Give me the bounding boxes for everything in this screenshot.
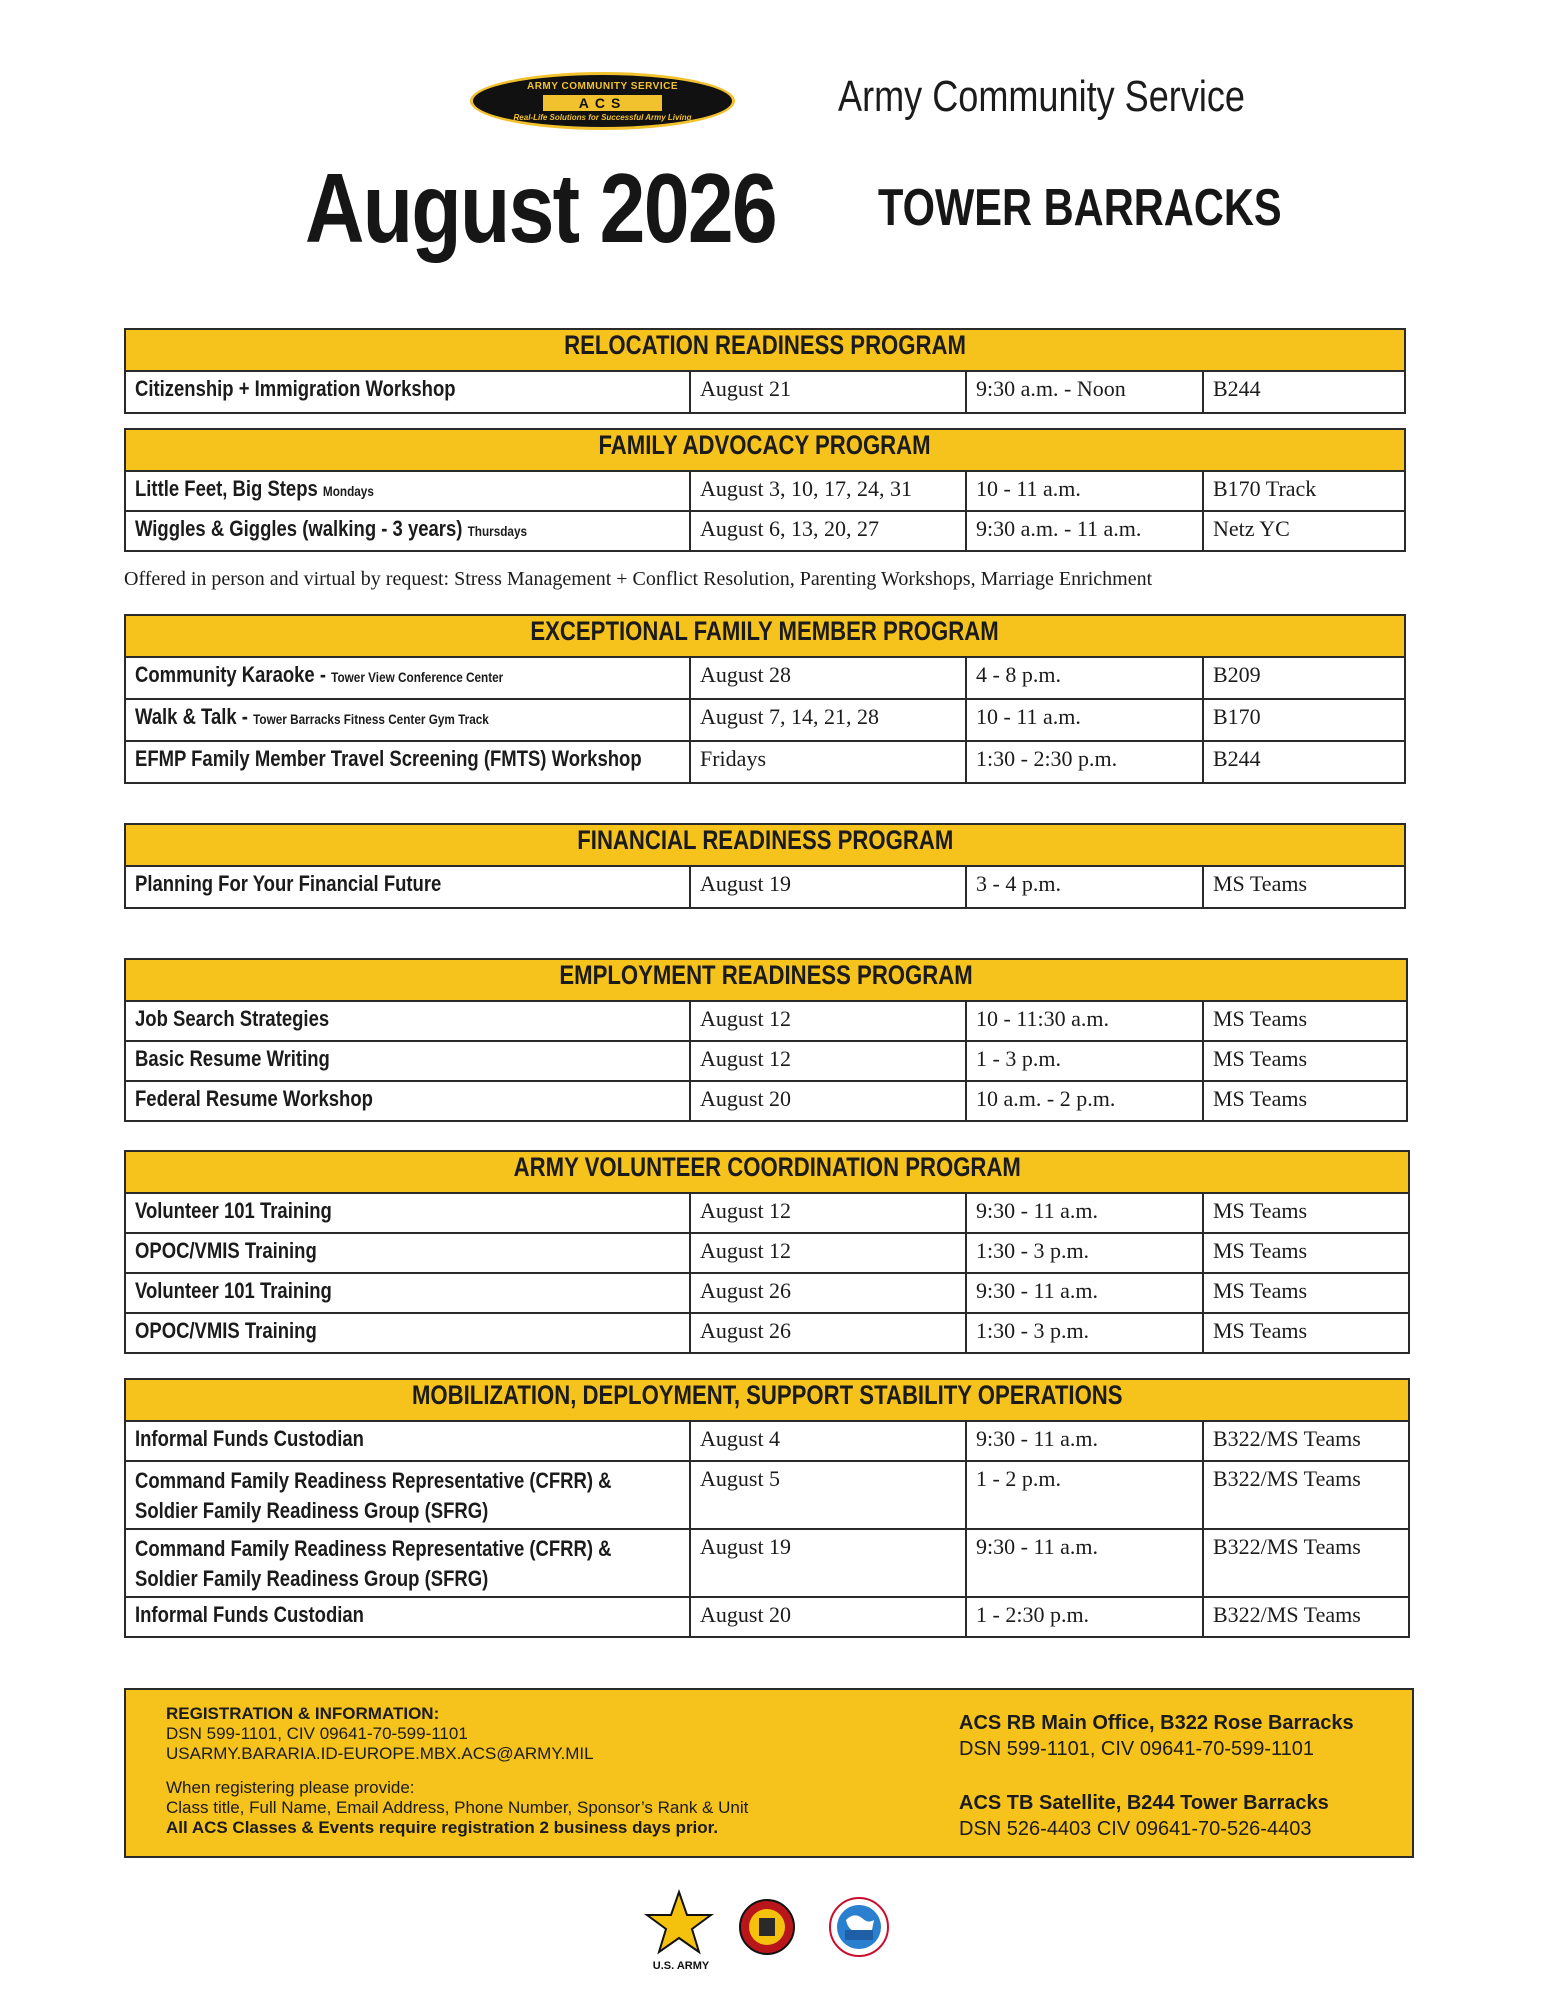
program-table	[124, 328, 1406, 414]
program-title	[126, 825, 1404, 867]
class-location: MS Teams	[1202, 1194, 1408, 1232]
class-time: 10 a.m. - 2 p.m.	[965, 1082, 1202, 1120]
class-location: MS Teams	[1202, 1234, 1408, 1272]
program-table	[124, 614, 1406, 784]
class-date: August 12	[689, 1234, 965, 1272]
class-time: 9:30 - 11 a.m.	[965, 1530, 1202, 1596]
class-location: MS Teams	[1202, 1042, 1406, 1080]
class-title-cell	[126, 742, 689, 782]
class-time: 1:30 - 3 p.m.	[965, 1234, 1202, 1272]
class-time: 9:30 - 11 a.m.	[965, 1422, 1202, 1460]
program-title	[126, 960, 1406, 1002]
class-title-cell	[126, 512, 689, 550]
class-time: 9:30 a.m. - 11 a.m.	[965, 512, 1202, 550]
class-date: August 12	[689, 1002, 965, 1040]
class-date: August 21	[689, 372, 965, 412]
class-date: August 6, 13, 20, 27	[689, 512, 965, 550]
sponsor-logos	[640, 1888, 910, 2000]
class-date: August 3, 10, 17, 24, 31	[689, 472, 965, 510]
class-location: B209	[1202, 658, 1404, 698]
class-title-cell	[126, 1002, 689, 1040]
program-title-text: RELOCATION READINESS PROGRAM	[564, 330, 966, 360]
program-title-text: FINANCIAL READINESS PROGRAM	[577, 825, 953, 855]
registration-phone: DSN 599-1101, CIV 09641-70-599-1101	[166, 1724, 468, 1743]
class-location: Netz YC	[1202, 512, 1404, 550]
class-title-cell	[126, 700, 689, 740]
table-row	[126, 698, 1404, 740]
class-subtitle: Thursdays	[467, 523, 528, 539]
page-header	[0, 0, 1545, 300]
class-location: MS Teams	[1202, 1314, 1408, 1352]
class-subtitle: Tower Barracks Fitness Center Gym Track	[253, 711, 489, 727]
class-subtitle: Mondays	[322, 483, 374, 499]
class-title: Little Feet, Big Steps	[135, 476, 318, 501]
class-title: Command Family Readiness Representative (CFRR) & Soldier Family Readiness Group (SFRG)	[135, 1536, 612, 1591]
class-title: Volunteer 101 Training	[135, 1198, 332, 1223]
us-army-star-icon	[644, 1888, 714, 1958]
class-time: 10 - 11 a.m.	[965, 700, 1202, 740]
class-title-cell	[126, 1462, 689, 1528]
registration-info	[166, 1704, 748, 1838]
table-row	[126, 1422, 1408, 1460]
program-table	[124, 1378, 1410, 1638]
main-office-phone: DSN 599-1101, CIV 09641-70-599-1101	[959, 1738, 1315, 1760]
class-date: August 20	[689, 1082, 965, 1120]
class-title: Community Karaoke -	[135, 662, 327, 687]
satellite-office-phone: DSN 526-4403 CIV 09641-70-526-4403	[959, 1818, 1312, 1840]
class-time: 9:30 - 11 a.m.	[965, 1274, 1202, 1312]
main-office-title: ACS RB Main Office, B322 Rose Barracks	[959, 1712, 1354, 1734]
table-row	[126, 1460, 1408, 1528]
class-title: Informal Funds Custodian	[135, 1602, 364, 1627]
class-subtitle: Tower View Conference Center	[331, 669, 504, 685]
class-date: August 19	[689, 867, 965, 907]
family-advocacy-note: Offered in person and virtual by request: Stress Management + Conflict Resolution, Parenting Workshops, Marriage Enrichment	[124, 568, 1153, 590]
table-row	[126, 867, 1404, 907]
class-time: 1:30 - 2:30 p.m.	[965, 742, 1202, 782]
class-location: B322/MS Teams	[1202, 1530, 1408, 1596]
class-location: B170 Track	[1202, 472, 1404, 510]
program-title-text: MOBILIZATION, DEPLOYMENT, SUPPORT STABILITY OPERATIONS	[411, 1380, 1123, 1410]
table-row	[126, 1002, 1406, 1040]
class-time: 3 - 4 p.m.	[965, 867, 1202, 907]
class-time: 10 - 11 a.m.	[965, 472, 1202, 510]
table-row	[126, 1312, 1408, 1352]
class-title-cell	[126, 1082, 689, 1120]
class-title-cell	[126, 372, 689, 412]
registration-heading: REGISTRATION & INFORMATION:	[166, 1704, 440, 1723]
program-title	[126, 330, 1404, 372]
month-title: August 2026	[305, 153, 777, 263]
table-row	[126, 510, 1404, 550]
class-date: August 20	[689, 1598, 965, 1636]
class-location: B244	[1202, 742, 1404, 782]
class-time: 10 - 11:30 a.m.	[965, 1002, 1202, 1040]
class-title-cell	[126, 1530, 689, 1596]
table-row	[126, 1232, 1408, 1272]
us-army-label: U.S. ARMY	[652, 1960, 710, 1972]
class-date: August 26	[689, 1314, 965, 1352]
class-location: B244	[1202, 372, 1404, 412]
program-title-text: FAMILY ADVOCACY PROGRAM	[598, 430, 932, 460]
class-location: MS Teams	[1202, 1274, 1408, 1312]
registration-requirement: All ACS Classes & Events require registration 2 business days prior.	[166, 1818, 719, 1837]
office-info	[959, 1710, 1354, 1842]
program-table	[124, 428, 1406, 552]
class-title: EFMP Family Member Travel Screening (FMTS) Workshop	[135, 746, 642, 771]
class-title-cell	[126, 1422, 689, 1460]
program-title	[126, 616, 1404, 658]
table-row	[126, 658, 1404, 698]
class-date: August 7, 14, 21, 28	[689, 700, 965, 740]
table-row	[126, 740, 1404, 782]
program-title	[126, 1152, 1408, 1194]
table-row	[126, 1194, 1408, 1232]
org-name: Army Community Service	[838, 72, 1245, 121]
acs-logo-top-text: ARMY COMMUNITY SERVICE	[526, 81, 679, 92]
table-row	[126, 1528, 1408, 1596]
class-title-cell	[126, 1042, 689, 1080]
table-row	[126, 1040, 1406, 1080]
class-title-cell	[126, 1194, 689, 1232]
class-location: MS Teams	[1202, 1082, 1406, 1120]
class-location: B322/MS Teams	[1202, 1462, 1408, 1528]
class-title-cell	[126, 472, 689, 510]
program-title-text: EXCEPTIONAL FAMILY MEMBER PROGRAM	[530, 616, 1000, 646]
program-table	[124, 1150, 1410, 1354]
class-time: 4 - 8 p.m.	[965, 658, 1202, 698]
program-table	[124, 823, 1406, 909]
class-title-cell	[126, 1274, 689, 1312]
table-row	[126, 1080, 1406, 1120]
class-title: Basic Resume Writing	[135, 1046, 330, 1071]
class-time: 1 - 2:30 p.m.	[965, 1598, 1202, 1636]
acs-logo-tagline: Real-Life Solutions for Successful Army Living	[513, 113, 692, 122]
class-title: OPOC/VMIS Training	[135, 1318, 317, 1343]
table-row	[126, 472, 1404, 510]
class-date: August 4	[689, 1422, 965, 1460]
program-title	[126, 1380, 1408, 1422]
table-row	[126, 1596, 1408, 1636]
class-date: August 28	[689, 658, 965, 698]
class-title: Walk & Talk -	[135, 704, 248, 729]
class-title-cell	[126, 1234, 689, 1272]
class-location: B170	[1202, 700, 1404, 740]
class-date: August 26	[689, 1274, 965, 1312]
class-location: MS Teams	[1202, 867, 1404, 907]
class-location: B322/MS Teams	[1202, 1422, 1408, 1460]
class-title: Volunteer 101 Training	[135, 1278, 332, 1303]
program-title-text: ARMY VOLUNTEER COORDINATION PROGRAM	[513, 1152, 1021, 1182]
class-title: Planning For Your Financial Future	[135, 871, 442, 896]
class-date: August 12	[689, 1042, 965, 1080]
class-location: B322/MS Teams	[1202, 1598, 1408, 1636]
class-time: 1 - 3 p.m.	[965, 1042, 1202, 1080]
table-row	[126, 372, 1404, 412]
mwr-globe-icon	[828, 1896, 890, 1958]
class-title-cell	[126, 1598, 689, 1636]
class-time: 1 - 2 p.m.	[965, 1462, 1202, 1528]
class-title: OPOC/VMIS Training	[135, 1238, 317, 1263]
class-title: Job Search Strategies	[135, 1006, 330, 1031]
class-title: Federal Resume Workshop	[135, 1086, 373, 1111]
table-row	[126, 1272, 1408, 1312]
provide-items: Class title, Full Name, Email Address, Phone Number, Sponsor’s Rank & Unit	[166, 1798, 749, 1817]
class-date: August 5	[689, 1462, 965, 1528]
class-date: August 19	[689, 1530, 965, 1596]
registration-footer	[124, 1688, 1414, 1858]
satellite-office-title: ACS TB Satellite, B244 Tower Barracks	[959, 1792, 1329, 1814]
class-title: Command Family Readiness Representative (CFRR) & Soldier Family Readiness Group (SFRG)	[135, 1468, 612, 1523]
class-time: 1:30 - 3 p.m.	[965, 1314, 1202, 1352]
location-title: TOWER BARRACKS	[878, 179, 1282, 237]
class-title: Wiggles & Giggles (walking - 3 years)	[135, 516, 463, 541]
class-title-cell	[126, 867, 689, 907]
acs-logo	[470, 72, 735, 130]
program-table	[124, 958, 1408, 1122]
class-time: 9:30 - 11 a.m.	[965, 1194, 1202, 1232]
class-title: Citizenship + Immigration Workshop	[135, 376, 456, 401]
class-title: Informal Funds Custodian	[135, 1426, 364, 1451]
program-title	[126, 430, 1404, 472]
registration-email: USARMY.BARARIA.ID-EUROPE.MBX.ACS@ARMY.MIL	[166, 1744, 594, 1763]
installation-crest-icon	[738, 1898, 796, 1956]
class-title-cell	[126, 658, 689, 698]
class-location: MS Teams	[1202, 1002, 1406, 1040]
program-title-text: EMPLOYMENT READINESS PROGRAM	[559, 960, 973, 990]
acs-logo-band: ACS	[543, 95, 662, 111]
provide-heading: When registering please provide:	[166, 1778, 415, 1797]
class-time: 9:30 a.m. - Noon	[965, 372, 1202, 412]
class-date: Fridays	[689, 742, 965, 782]
class-title-cell	[126, 1314, 689, 1352]
class-date: August 12	[689, 1194, 965, 1232]
